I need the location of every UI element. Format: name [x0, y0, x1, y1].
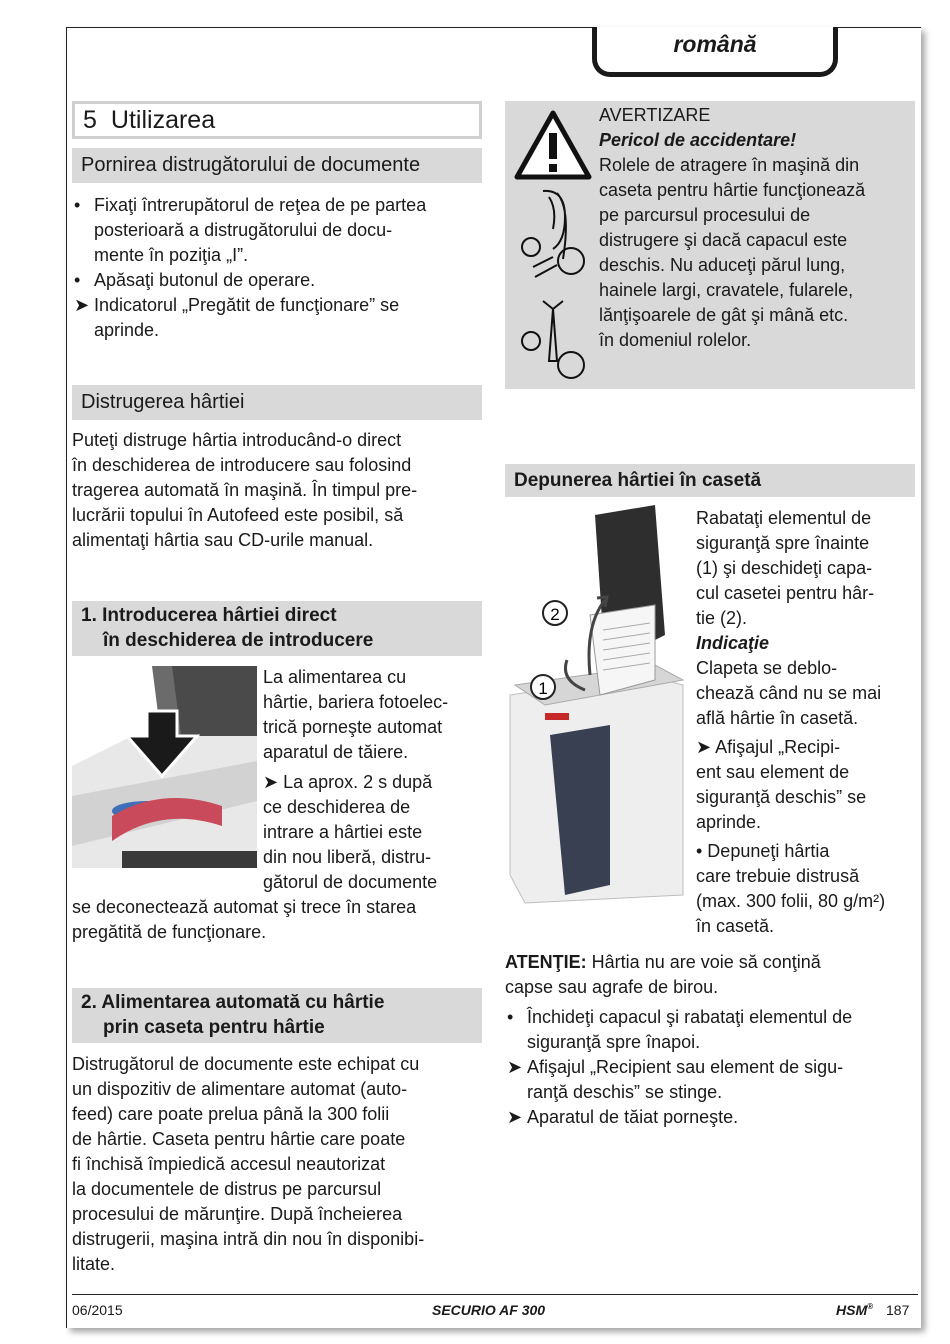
section-heading-shred: Distrugerea hârtiei — [72, 385, 482, 420]
list-item: • Fixaţi întrerupătorul de reţea de pe partea posterioară a distrugătorului de docu- mente în poziţia „I”. — [74, 195, 427, 265]
start-steps — [72, 193, 492, 343]
manual-feed-photo — [72, 666, 257, 868]
list-item: ➤ Afişajul „Recipient sau element de sigu- ranţă deschis” se stinge. — [507, 1057, 844, 1102]
cassette-photo — [505, 505, 690, 905]
paragraph-line: din nou liberă, distru- — [263, 847, 432, 867]
subsection-heading-direct — [72, 601, 482, 656]
paragraph-line: un dispozitiv de alimentare automat (auto- — [72, 1079, 408, 1099]
list-item: ➤ Aparatul de tăiat porneşte. — [505, 1105, 920, 1130]
bullet-icon: • — [74, 195, 81, 215]
shred-paragraph — [72, 428, 492, 553]
subsection-direct-line-2: în deschiderea de introducere — [103, 630, 374, 651]
chapter-number: 5 — [83, 106, 97, 134]
section-heading-cassette: Depunerea hârtiei în casetă — [505, 464, 915, 497]
paragraph-line: • Depuneţi hârtia — [696, 841, 830, 861]
auto-paragraph — [72, 1052, 492, 1277]
cassette-side-text — [696, 506, 918, 939]
paragraph-line: (1) şi deschideţi capa- — [696, 558, 873, 578]
callout-1: 1 — [538, 679, 548, 698]
paragraph-line: la documentele de distrus pe parcursul — [72, 1179, 382, 1199]
section-heading-start: Pornirea distrugătorului de documente — [72, 148, 482, 183]
paragraph-line: gătorul de documente — [263, 872, 438, 892]
paragraph-line: procesului de mărunţire. După încheierea — [72, 1204, 403, 1224]
direct-arrow-text — [263, 770, 493, 895]
paragraph-line: pregătită de funcţionare. — [72, 922, 267, 942]
paragraph-line: Puteţi distruge hârtia introducând-o direct — [72, 430, 402, 450]
list-item: • Închideţi capacul şi rabataţi elementul de siguranţă spre înapoi. — [507, 1007, 853, 1052]
paragraph-line: hârtie, bariera fotoelec- — [263, 692, 449, 712]
paragraph-line: fi închisă împiedică accesul neautorizat — [72, 1154, 386, 1174]
direct-full-text — [72, 895, 492, 945]
warning-line: deschis. Nu aduceţi părul lung, — [599, 255, 846, 275]
footer-page-number: 187 — [886, 1302, 910, 1318]
warning-line: lănţişoarele de gât şi mână etc. — [599, 305, 849, 325]
warning-icon — [513, 109, 593, 379]
arrow-result-icon: ➤ — [74, 295, 90, 315]
paragraph-line: feed) care poate prelua până la 300 folii — [72, 1104, 390, 1124]
attention-message: Hârtia nu are voie să conţină — [586, 952, 821, 972]
paragraph-line: în casetă. — [696, 916, 775, 936]
warning-line: distrugere şi dacă capacul este — [599, 230, 848, 250]
paragraph-line: ➤ Afişajul „Recipi- — [696, 737, 841, 757]
paragraph-line: aparatul de tăiere. — [263, 742, 409, 762]
paragraph-line: alimentaţi hârtia sau CD-urile manual. — [72, 530, 374, 550]
paragraph-line: ent sau element de — [696, 762, 850, 782]
warning-text — [599, 103, 915, 353]
callout-2: 2 — [550, 605, 560, 624]
attention-text — [505, 950, 920, 1000]
footer-date: 06/2015 — [72, 1302, 123, 1318]
arrow-result-icon: ➤ — [507, 1107, 523, 1127]
list-item: • Apăsaţi butonul de operare. — [72, 268, 492, 293]
paragraph-line: tragerea automată în maşină. În timpul pre- — [72, 480, 418, 500]
paragraph-line: siguranţă spre înainte — [696, 533, 870, 553]
paragraph-line: trică porneşte automat — [263, 717, 443, 737]
paragraph-line: distrugerii, maşina intră din nou în disponibi- — [72, 1229, 425, 1249]
paragraph-line: (max. 300 folii, 80 g/m²) — [696, 891, 886, 911]
cassette-steps — [505, 1005, 920, 1130]
warning-line: hainele largi, cravatele, fularele, — [599, 280, 854, 300]
subsection-auto-line-1: 2. Alimentarea automată cu hârtie — [81, 992, 385, 1013]
note-line: Clapeta se deblo- — [696, 658, 838, 678]
language-tab — [592, 27, 838, 77]
paragraph-line: La alimentarea cu — [263, 667, 407, 687]
paragraph-line: ➤ La aprox. 2 s după — [263, 772, 433, 792]
paragraph-line: cul casetei pentru hâr- — [696, 583, 875, 603]
subsection-auto-line-2: prin caseta pentru hârtie — [103, 1017, 325, 1038]
note-line: chează când nu se mai — [696, 683, 882, 703]
warning-line: pe parcursul procesului de — [599, 205, 811, 225]
subsection-direct-line-1: 1. Introducerea hârtiei direct — [81, 605, 337, 626]
warning-title: AVERTIZARE — [599, 105, 711, 125]
paragraph-line: în deschiderea de introducere sau folosind — [72, 455, 412, 475]
paragraph-line: litate. — [72, 1254, 116, 1274]
warning-line: caseta pentru hârtie funcţionează — [599, 180, 866, 200]
warning-line: în domeniul rolelor. — [599, 330, 752, 350]
paragraph-line: se deconectează automat şi trece în starea — [72, 897, 417, 917]
chapter-heading — [72, 101, 482, 139]
bullet-icon: • — [74, 270, 81, 290]
chapter-title: Utilizarea — [110, 106, 216, 134]
footer-brand-logo: HSM® — [836, 1302, 874, 1318]
paragraph-line: ce deschiderea de — [263, 797, 411, 817]
attention-label: ATENŢIE: — [505, 952, 587, 972]
language-label: română — [673, 31, 757, 57]
paragraph-line: siguranţă deschis” se — [696, 787, 867, 807]
paragraph-line: intrare a hârtiei este — [263, 822, 423, 842]
note-title: Indicaţie — [696, 633, 770, 653]
warning-line: Rolele de atragere în maşină din — [599, 155, 860, 175]
paragraph-line: care trebuie distrusă — [696, 866, 860, 886]
footer-model: SECURIO AF 300 — [432, 1302, 546, 1318]
subsection-heading-auto — [72, 988, 482, 1043]
attention-line-2: capse sau agrafe de birou. — [505, 977, 719, 997]
note-line: află hârtie în casetă. — [696, 708, 859, 728]
paragraph-line: Distrugătorul de documente este echipat cu — [72, 1054, 420, 1074]
paragraph-line: lucrării topului în Autofeed este posibil, să — [72, 505, 404, 525]
list-item: ➤ Indicatorul „Pregătit de funcţionare” se aprinde. — [74, 295, 400, 340]
paragraph-line: Rabataţi elementul de — [696, 508, 872, 528]
warning-box — [505, 101, 915, 389]
paragraph-line: de hârtie. Caseta pentru hârtie care poate — [72, 1129, 406, 1149]
paragraph-line: tie (2). — [696, 608, 748, 628]
arrow-result-icon: ➤ — [507, 1057, 523, 1077]
bullet-icon: • — [507, 1007, 514, 1027]
footer-rule — [72, 1294, 918, 1295]
direct-side-text — [263, 665, 493, 765]
warning-subtitle: Pericol de accidentare! — [599, 130, 797, 150]
paragraph-line: aprinde. — [696, 812, 762, 832]
brand-logo: HSM — [836, 1302, 868, 1318]
